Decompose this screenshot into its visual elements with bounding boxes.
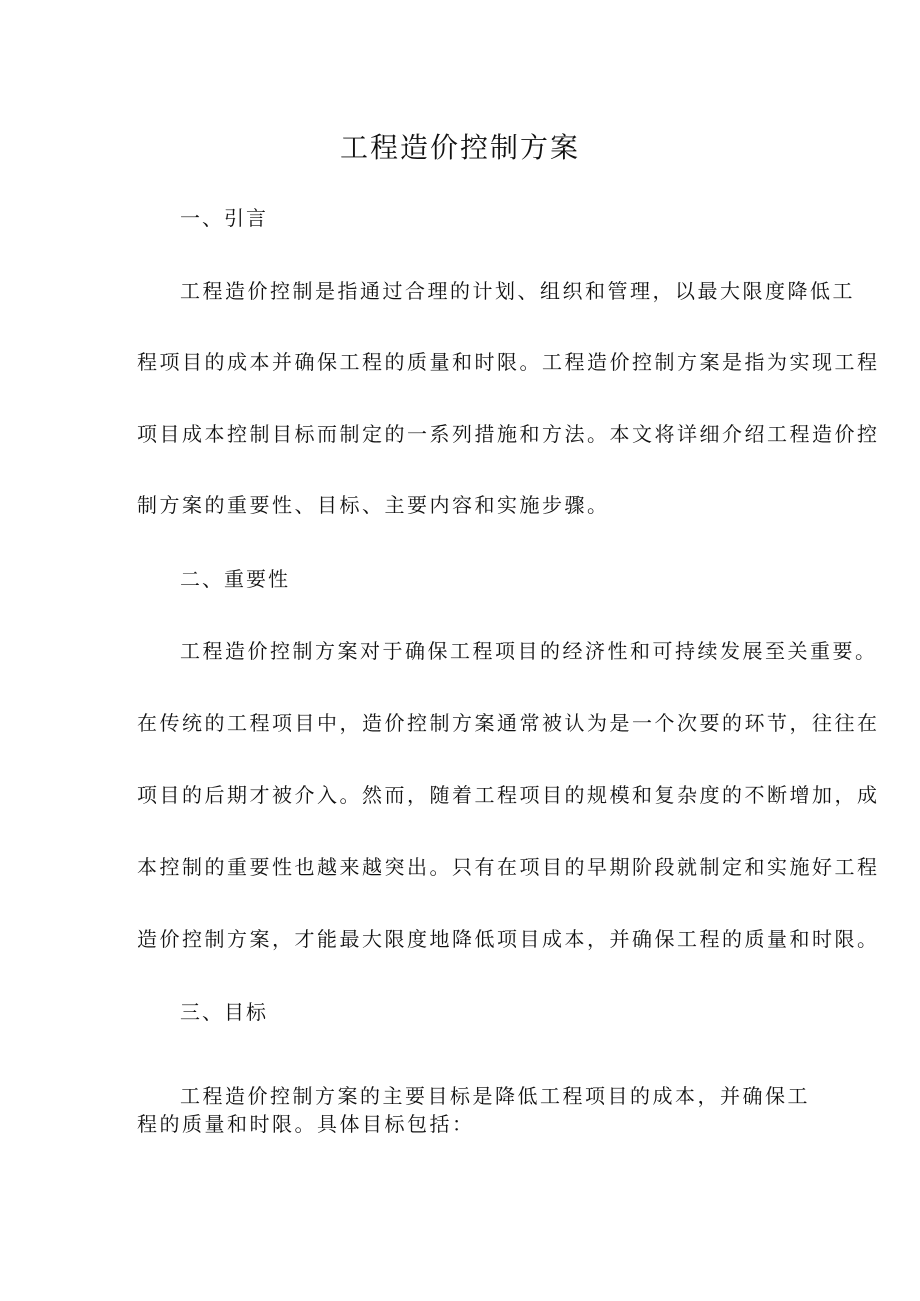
paragraph-line: 本控制的重要性也越来越突出。只有在项目的早期阶段就制定和实施好工程 [137,855,880,879]
paragraph-line: 工程造价控制方案的主要目标是降低工程项目的成本，并确保工 [180,1084,810,1108]
section-heading-introduction: 一、引言 [180,206,268,230]
paragraph-line: 工程造价控制方案对于确保工程项目的经济性和可持续发展至关重要。 [180,639,878,663]
paragraph-line: 在传统的工程项目中，造价控制方案通常被认为是一个次要的环节，往往在 [137,711,880,735]
section-heading-goals: 三、目标 [180,1000,268,1024]
paragraph-line: 程的质量和时限。具体目标包括： [137,1112,475,1136]
document-title: 工程造价控制方案 [339,131,580,164]
paragraph-line: 项目的后期才被介入。然而，随着工程项目的规模和复杂度的不断增加，成 [137,783,880,807]
paragraph-line: 造价控制方案，才能最大限度地降低项目成本，并确保工程的质量和时限。 [137,927,880,951]
paragraph-line: 制方案的重要性、目标、主要内容和实施步骤。 [137,493,610,517]
paragraph-line: 程项目的成本并确保工程的质量和时限。工程造价控制方案是指为实现工程 [137,350,880,374]
section-heading-importance: 二、重要性 [180,567,290,591]
paragraph-line: 项目成本控制目标而制定的一系列措施和方法。本文将详细介绍工程造价控 [137,422,880,446]
paragraph-line: 工程造价控制是指通过合理的计划、组织和管理，以最大限度降低工 [180,279,855,303]
